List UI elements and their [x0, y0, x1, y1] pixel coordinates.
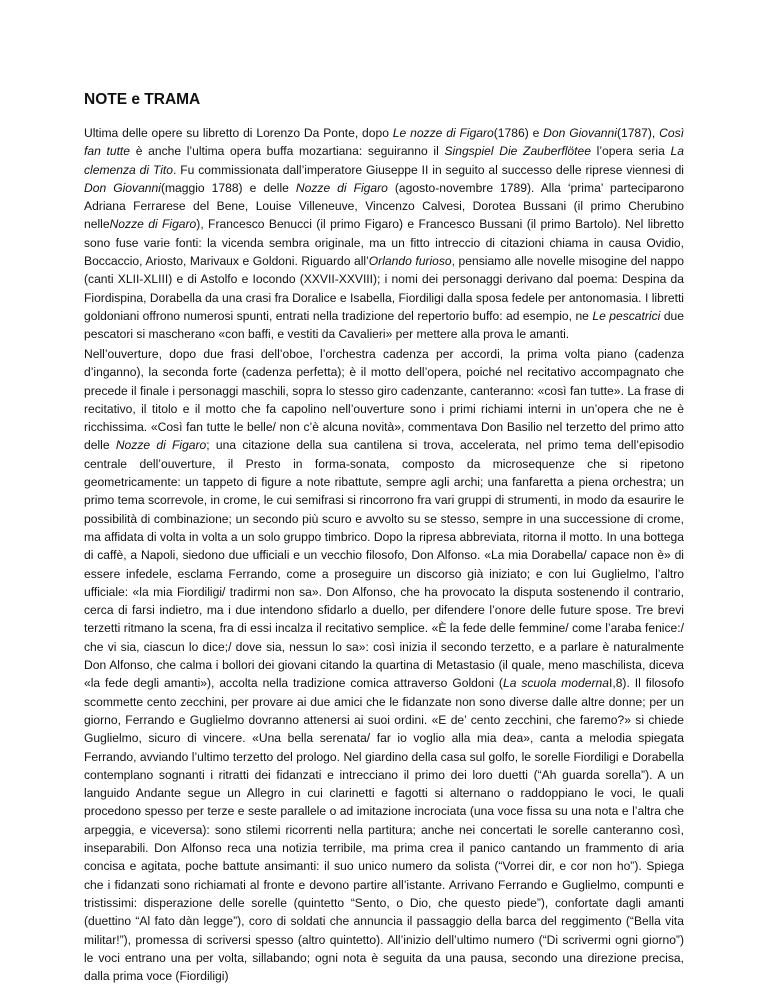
italic-title: Nozze di Figaro — [115, 438, 207, 453]
italic-title: Nozze di Figaro — [295, 180, 388, 195]
text-run: l’opera seria — [590, 144, 671, 159]
italic-title: Orlando furioso — [368, 254, 452, 269]
italic-title: Le nozze di Figaro — [392, 126, 494, 140]
text-run: (1787), — [616, 126, 660, 140]
italic-title: Singspiel Die Zauberflötee — [444, 144, 591, 159]
italic-title: Don Giovanni — [84, 180, 161, 195]
text-run: (maggio 1788) e delle — [160, 180, 296, 195]
text-run: Ultima delle opere su libretto di Lorenzo Da Ponte, dopo — [84, 126, 393, 140]
text-run: (agosto-novembre 1789). Alla ‘prima’ parteciparono Adriana Ferrarese del Bene, Louise Villeneuve, Vincenzo Calvesi, Dorotea Bussani (il primo Cherubino nelle — [84, 180, 685, 232]
text-run: ; una citazione della sua cantilena si trova, accelerata, nel primo tema dell’episodio centrale dell’ouverture, il Presto in forma-sonata, composto da microsequenze che si ripetono geometricamente: un tappeto di figure a note ribattute, sempre agli archi; una fanfaretta a piena orchestra; un primo tema scorrevole, in crome, le cui semifrasi si rincorrono fra vari gruppi di strumenti, in modo da esaurire le possibilità di combinazione; un secondo più scuro e avvolto su se stesso, sempre in una successione di crome, ma affidata di volta in volta a un solo gruppo timbrico. Dopo la ripresa abbreviata, ritorna il motto. In una bottega di caffè, a Napoli, siedono due ufficiali e un vecchio filosofo, Don Alfonso. «La mia Dorabella/ capace non è» di essere infedele, esclama Ferrando, come a proseguire un discorso già iniziato; e con lui Guglielmo, l’altro ufficiale: «la mia Fiordiligi/ tradirmi non sa». Don Alfonso, che ha provocato la disputa sostenendo il contrario, cerca di farsi indietro, ma i due intendono sfidarlo a duello, per difendere l’onore delle future spose. Tre brevi terzetti ritmano la scena, fra di essi incalza il recitativo semplice. «È la fede delle femmine/ come l’araba fenice:/ che vi sia, ciascun lo dice;/ dove sia, nessun lo sa»: così inizia il secondo terzetto, e a parlare è naturalmente Don Alfonso, che calma i bollori dei giovani citando la quartina di Metastasio (il quale, meno maschilista, diceva «la fede degli amanti»), accolta nella tradizione comica attraverso Goldoni ( — [84, 438, 684, 691]
italic-title: La clemenza di Tito — [84, 144, 684, 177]
text-run: (1786) e — [493, 126, 544, 140]
italic-title: Don Giovanni — [543, 126, 617, 140]
plot-paragraph — [84, 345, 684, 985]
text-run: ), Francesco Benucci (il primo Figaro) e Francesco Bussani (il primo Bartolo). Nel libretto sono fuse varie fonti: la vicenda sembra originale, ma un fitto intreccio di citazioni chiama in causa Ovidio, Boccaccio, Ariosto, Marivaux e Goldoni. Riguardo all’ — [84, 217, 684, 269]
text-run: Nell’ouverture, dopo due frasi dell’oboe, l’orchestra cadenza per accordi, la prima volta piano (cadenza d’inganno), la seconda forte (cadenza perfetta); è il motto dell’opera, poiché nel recitativo accompagnato che precede il finale i personaggi maschili, sopra lo stesso giro cadenzante, canteranno: «così fan tutte». La frase di recitativo, il titolo e il motto che fa capolino nell’ouverture sono i primi richiami interni in un’opera che ne è ricchissima. «Così fan tutte le belle/ non c’è alcuna novità», commentava Don Basilio nel terzetto del primo atto delle — [84, 347, 684, 453]
page-title: NOTE e TRAMA — [84, 91, 201, 108]
text-run: , pensiamo alle novelle misogine del nappo (canti XLII-XLIII) e di Astolfo e Iocondo (XXVII-XXVIII); i nomi dei personaggi derivano dal poema: Despina da Fiordispina, Dorabella da una crasi fra Doralice e Isabella, Fiordiligi dalla sposa fedele per antonomasia. I libretti goldoniani offrono numerosi spunti, entrati nella tradizione del repertorio buffo: ad esempio, ne — [84, 254, 685, 323]
text-run: I,8). Il filosofo scommette cento zecchini, per provare ai due amici che le fidanzate non sono diverse dalle altre donne; per un giorno, Ferrando e Guglielmo dovranno attenersi ai suoi ordini. «E de’ cento zecchini, che faremo?» si chiede Guglielmo, sicuro di vincere. «Una bella serenata/ far io voglio alla mia dea», canta a melodia spiegata Ferrando, avviando l’ultimo terzetto del prologo. Nel giardino della casa sul golfo, le sorelle Fiordiligi e Dorabella contemplano sognanti i ritratti dei fidanzati e intrecciano il primo dei loro duetti (“Ah guarda sorella”). A un languido Andante segue un Allegro in cui clarinetti e fagotti si alternano o raddoppiano le voci, le quali procedono spesso per terze e seste parallele o ad imitazione incrociata (una voce fissa su una nota e l’altra che arpeggia, e viceversa): sono stilemi ricorrenti nella partitura; anche nei concertati le sorelle canteranno così, inseparabili. Don Alfonso reca una notizia terribile, ma prima crea il panico cantando un frammento di aria concisa e agitata, poche battute ansimanti: il suo unico numero da solista (“Vorrei dir, e cor non ho”). Spiega che i fidanzati sono richiamati al fronte e devono partire all’istante. Arrivano Ferrando e Guglielmo, compunti e tristissimi: disperazione delle sorelle (quintetto “Sento, o Dio, che questo piede”), confortate dagli amanti (duettino “Al fato dàn legge”), coro di soldati che annuncia il passaggio della barca del reggimento (“Bella vita militar!”), promessa di scriversi spesso (altro quintetto). All’inizio dell’ultimo numero (“Di scrivermi ogni giorno”) le voci entrano una per volta, sillabando; ogni nota è seguita da una pausa, secondo una direzione precisa, dalla prima voce (Fiordiligi) — [84, 676, 685, 984]
italic-title: Nozze di Figaro — [109, 217, 197, 232]
italic-title: Le pescatrici — [592, 308, 661, 323]
italic-title: La scuola moderna — [502, 676, 609, 691]
text-run: due pescatori si mascherano «con baffi, e vestiti da Cavalieri» per mettere alla prova le amanti. — [84, 308, 684, 342]
text-run: è anche l’ultima opera buffa mozartiana: seguiranno il — [130, 144, 445, 159]
text-run: . Fu commissionata dall’imperatore Giuseppe II in seguito al successo delle riprese viennesi di — [173, 162, 684, 177]
intro-paragraph — [84, 124, 684, 344]
italic-title: Così fan tutte — [84, 126, 684, 159]
